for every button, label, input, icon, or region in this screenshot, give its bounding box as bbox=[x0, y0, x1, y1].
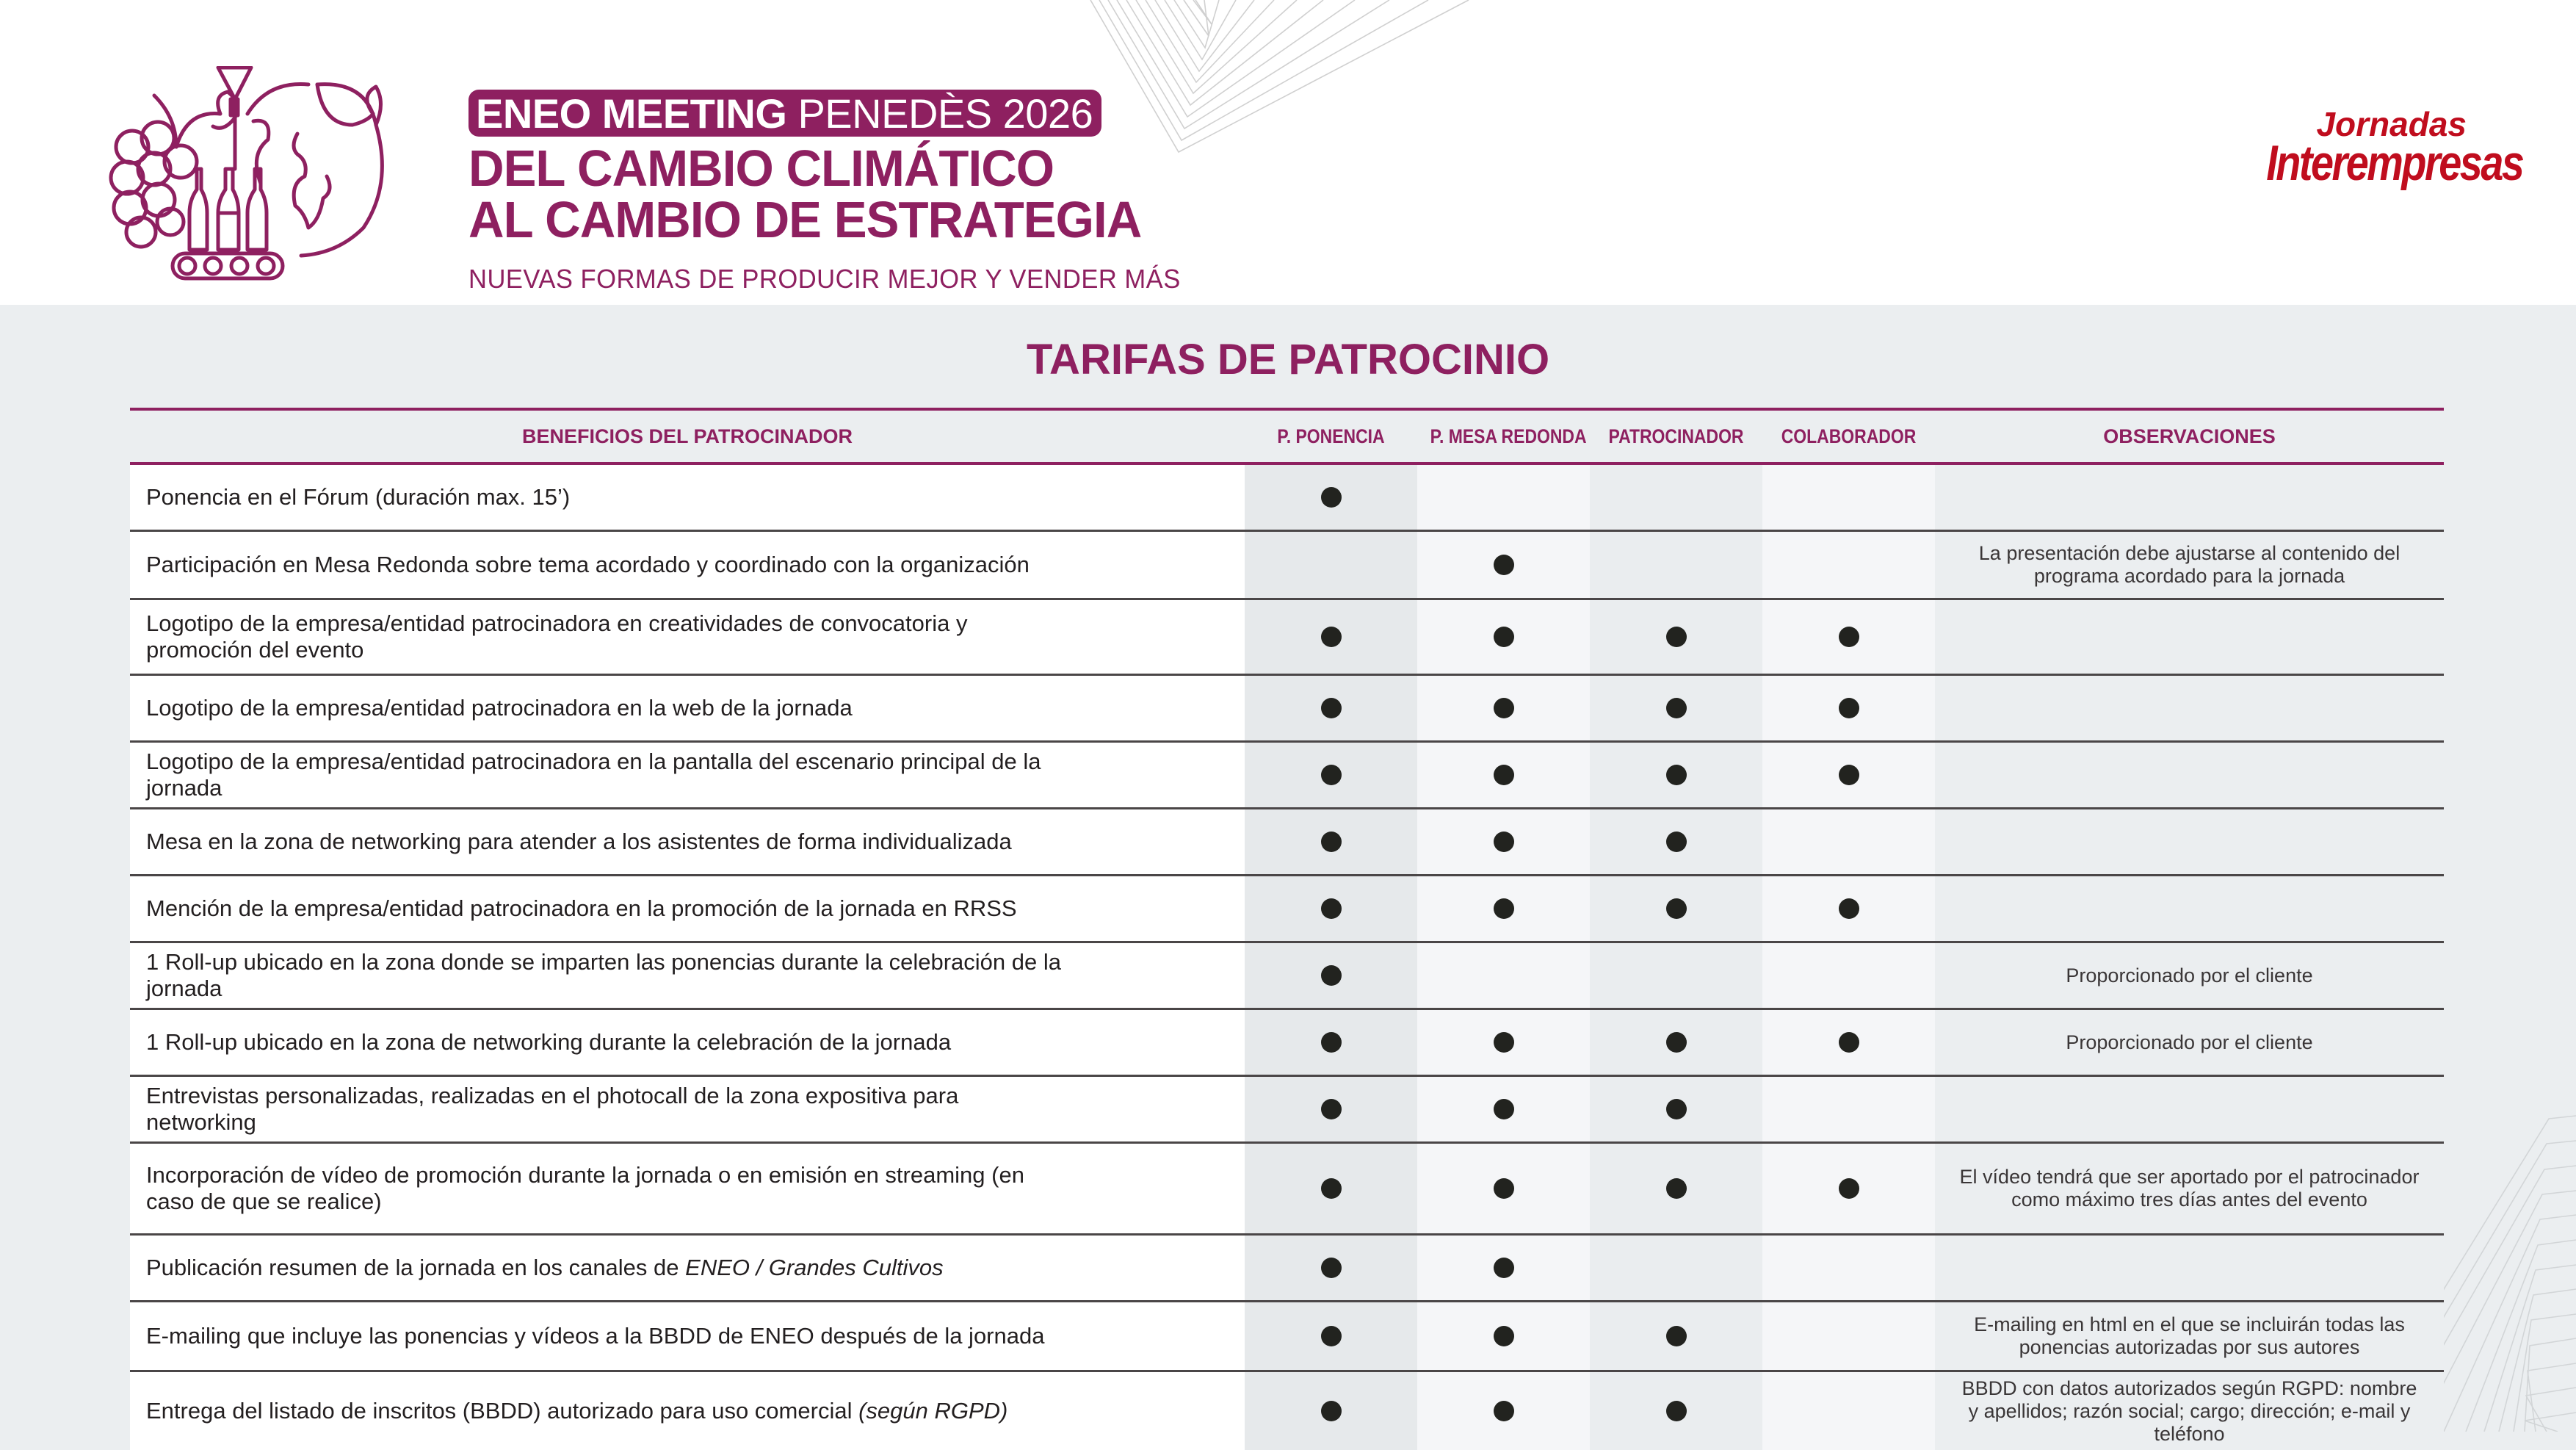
observation-text: E-mailing en html en el que se incluirán todas las ponencias autorizadas por sus autores bbox=[1974, 1313, 2405, 1358]
table-row bbox=[130, 1077, 2444, 1144]
mark-cell-colaborador bbox=[1762, 1372, 1935, 1450]
included-dot-icon bbox=[1494, 1099, 1514, 1119]
observation-text: BBDD con datos autorizados según RGPD: nombre y apellidos; razón social; cargo; dirección; e-mail y teléfono bbox=[1961, 1377, 2417, 1445]
included-dot-icon bbox=[1321, 1401, 1342, 1421]
table-row bbox=[130, 1302, 2444, 1372]
mark-cell-p-ponencia bbox=[1245, 1302, 1417, 1370]
mark-cell-patrocinador bbox=[1590, 743, 1762, 807]
observation-text: La presentación debe ajustarse al contenido del programa acordado para la jornada bbox=[1978, 542, 2400, 587]
event-name-bold: ENEO MEETING bbox=[476, 90, 787, 137]
included-dot-icon bbox=[1321, 965, 1342, 986]
included-dot-icon bbox=[1321, 627, 1342, 647]
subtitle: NUEVAS FORMAS DE PRODUCIR MEJOR Y VENDER MÁS bbox=[468, 264, 1181, 294]
benefit-text: 1 Roll-up ubicado en la zona de networking durante la celebración de la jornada bbox=[146, 1029, 952, 1055]
mark-cell-p-mesa-redonda bbox=[1417, 1302, 1590, 1370]
observation-cell bbox=[1935, 1236, 2444, 1300]
mark-cell-p-mesa-redonda bbox=[1417, 943, 1590, 1008]
benefit-text-italic: ENEO / Grandes Cultivos bbox=[685, 1255, 944, 1280]
header-band bbox=[0, 0, 2576, 305]
included-dot-icon bbox=[1321, 832, 1342, 852]
table-row bbox=[130, 532, 2444, 600]
mark-cell-patrocinador bbox=[1590, 876, 1762, 941]
table-row bbox=[130, 1372, 2444, 1450]
included-dot-icon bbox=[1321, 1099, 1342, 1119]
mark-cell-patrocinador bbox=[1590, 1077, 1762, 1141]
included-dot-icon bbox=[1666, 1099, 1687, 1119]
mark-cell-colaborador bbox=[1762, 1144, 1935, 1233]
included-dot-icon bbox=[1321, 698, 1342, 718]
mark-cell-p-ponencia bbox=[1245, 876, 1417, 941]
mark-cell-colaborador bbox=[1762, 943, 1935, 1008]
mark-cell-colaborador bbox=[1762, 743, 1935, 807]
observation-cell bbox=[1935, 1372, 2444, 1450]
mark-cell-colaborador bbox=[1762, 1077, 1935, 1141]
benefit-text: Logotipo de la empresa/entidad patrocinadora en creatividades de convocatoria y promoción del evento bbox=[146, 610, 968, 663]
headline-line-2: AL CAMBIO DE ESTRATEGIA bbox=[468, 191, 1142, 248]
table-row bbox=[130, 876, 2444, 943]
column-header-benefits: BENEFICIOS DEL PATROCINADOR bbox=[521, 425, 853, 447]
included-dot-icon bbox=[1494, 1032, 1514, 1053]
column-header-p-mesa-redonda: P. MESA REDONDA bbox=[1430, 425, 1587, 447]
mark-cell-p-ponencia bbox=[1245, 1144, 1417, 1233]
observation-cell bbox=[1935, 809, 2444, 874]
event-name-light: PENEDÈS 2026 bbox=[797, 90, 1093, 137]
benefit-cell bbox=[130, 809, 1245, 874]
included-dot-icon bbox=[1666, 765, 1687, 785]
included-dot-icon bbox=[1494, 1401, 1514, 1421]
included-dot-icon bbox=[1494, 555, 1514, 575]
included-dot-icon bbox=[1494, 1258, 1514, 1278]
included-dot-icon bbox=[1666, 1178, 1687, 1199]
benefit-text: Ponencia en el Fórum (duración max. 15’) bbox=[146, 484, 571, 510]
table-row bbox=[130, 465, 2444, 532]
table-row bbox=[130, 809, 2444, 876]
brand-logo-bottom: Interempresas bbox=[2266, 135, 2523, 191]
mark-cell-p-mesa-redonda bbox=[1417, 743, 1590, 807]
mark-cell-p-ponencia bbox=[1245, 809, 1417, 874]
observation-cell bbox=[1935, 743, 2444, 807]
mark-cell-colaborador bbox=[1762, 676, 1935, 740]
mark-cell-patrocinador bbox=[1590, 676, 1762, 740]
included-dot-icon bbox=[1839, 765, 1859, 785]
mark-cell-p-ponencia bbox=[1245, 676, 1417, 740]
event-title-block bbox=[468, 90, 1210, 294]
mark-cell-p-mesa-redonda bbox=[1417, 1236, 1590, 1300]
observation-cell bbox=[1935, 676, 2444, 740]
mark-cell-p-mesa-redonda bbox=[1417, 532, 1590, 598]
benefit-cell bbox=[130, 1372, 1245, 1450]
mark-cell-p-ponencia bbox=[1245, 532, 1417, 598]
mark-cell-colaborador bbox=[1762, 1302, 1935, 1370]
mark-cell-p-mesa-redonda bbox=[1417, 1144, 1590, 1233]
included-dot-icon bbox=[1321, 765, 1342, 785]
benefit-text: Entrevistas personalizadas, realizadas en el photocall de la zona expositiva para networking bbox=[146, 1083, 959, 1135]
mark-cell-p-mesa-redonda bbox=[1417, 1372, 1590, 1450]
mark-cell-patrocinador bbox=[1590, 465, 1762, 530]
brand-logo-top: Jornadas bbox=[2316, 105, 2467, 143]
benefit-cell bbox=[130, 676, 1245, 740]
benefit-cell bbox=[130, 1302, 1245, 1370]
observation-text: El vídeo tendrá que ser aportado por el patrocinador como máximo tres días antes del evento bbox=[1959, 1166, 2420, 1211]
included-dot-icon bbox=[1321, 898, 1342, 919]
included-dot-icon bbox=[1839, 1032, 1859, 1053]
event-logo-icon bbox=[103, 66, 426, 286]
included-dot-icon bbox=[1666, 898, 1687, 919]
observation-cell bbox=[1935, 465, 2444, 530]
page-title: TARIFAS DE PATROCINIO bbox=[1026, 336, 1550, 383]
observation-text: Proporcionado por el cliente bbox=[2066, 964, 2313, 986]
observation-cell bbox=[1935, 1302, 2444, 1370]
included-dot-icon bbox=[1666, 832, 1687, 852]
observation-cell bbox=[1935, 532, 2444, 598]
column-header-observaciones: OBSERVACIONES bbox=[2103, 425, 2276, 447]
column-header-p-ponencia: P. PONENCIA bbox=[1277, 425, 1385, 447]
mark-cell-p-ponencia bbox=[1245, 1077, 1417, 1141]
included-dot-icon bbox=[1321, 1258, 1342, 1278]
table-row bbox=[130, 600, 2444, 676]
benefit-text: 1 Roll-up ubicado en la zona donde se imparten las ponencias durante la celebración de la jornada bbox=[146, 949, 1061, 1001]
mark-cell-patrocinador bbox=[1590, 532, 1762, 598]
included-dot-icon bbox=[1839, 1178, 1859, 1199]
mark-cell-colaborador bbox=[1762, 809, 1935, 874]
benefit-text: Logotipo de la empresa/entidad patrocinadora en la web de la jornada bbox=[146, 695, 853, 721]
mark-cell-p-mesa-redonda bbox=[1417, 600, 1590, 674]
mark-cell-p-mesa-redonda bbox=[1417, 809, 1590, 874]
mark-cell-patrocinador bbox=[1590, 943, 1762, 1008]
benefit-cell bbox=[130, 1010, 1245, 1075]
column-header-patrocinador: PATROCINADOR bbox=[1608, 425, 1744, 447]
mark-cell-p-ponencia bbox=[1245, 1010, 1417, 1075]
headline-line-1: DEL CAMBIO CLIMÁTICO bbox=[468, 140, 1054, 197]
included-dot-icon bbox=[1494, 698, 1514, 718]
included-dot-icon bbox=[1666, 627, 1687, 647]
included-dot-icon bbox=[1494, 898, 1514, 919]
mark-cell-patrocinador bbox=[1590, 1010, 1762, 1075]
mark-cell-p-ponencia bbox=[1245, 743, 1417, 807]
table-row bbox=[130, 676, 2444, 743]
benefit-cell bbox=[130, 1077, 1245, 1141]
included-dot-icon bbox=[1321, 1326, 1342, 1346]
table-header bbox=[130, 408, 2444, 465]
included-dot-icon bbox=[1666, 1326, 1687, 1346]
mark-cell-colaborador bbox=[1762, 532, 1935, 598]
benefit-text: Logotipo de la empresa/entidad patrocinadora en la pantalla del escenario principal de la jornada bbox=[146, 749, 1041, 801]
table-body bbox=[130, 465, 2444, 1450]
mark-cell-p-ponencia bbox=[1245, 465, 1417, 530]
mark-cell-p-ponencia bbox=[1245, 943, 1417, 1008]
mark-cell-patrocinador bbox=[1590, 1302, 1762, 1370]
mark-cell-patrocinador bbox=[1590, 1144, 1762, 1233]
included-dot-icon bbox=[1839, 627, 1859, 647]
mark-cell-patrocinador bbox=[1590, 1236, 1762, 1300]
mark-cell-p-mesa-redonda bbox=[1417, 676, 1590, 740]
table-row bbox=[130, 1010, 2444, 1077]
benefit-text: Incorporación de vídeo de promoción durante la jornada o en emisión en streaming (en caso de que se realice) bbox=[146, 1162, 1024, 1214]
included-dot-icon bbox=[1321, 487, 1342, 508]
mark-cell-patrocinador bbox=[1590, 1372, 1762, 1450]
benefit-cell bbox=[130, 1236, 1245, 1300]
included-dot-icon bbox=[1666, 1401, 1687, 1421]
benefit-text: Mención de la empresa/entidad patrocinadora en la promoción de la jornada en RRSS bbox=[146, 895, 1017, 921]
table-row bbox=[130, 943, 2444, 1010]
included-dot-icon bbox=[1321, 1032, 1342, 1053]
benefit-text: Entrega del listado de inscritos (BBDD) autorizado para uso comercial bbox=[146, 1398, 859, 1424]
mark-cell-p-mesa-redonda bbox=[1417, 465, 1590, 530]
included-dot-icon bbox=[1494, 1326, 1514, 1346]
included-dot-icon bbox=[1494, 765, 1514, 785]
mark-cell-colaborador bbox=[1762, 876, 1935, 941]
observation-cell bbox=[1935, 876, 2444, 941]
observation-cell bbox=[1935, 1077, 2444, 1141]
included-dot-icon bbox=[1666, 698, 1687, 718]
observation-cell bbox=[1935, 1010, 2444, 1075]
benefit-cell bbox=[130, 943, 1245, 1008]
benefit-text: Participación en Mesa Redonda sobre tema acordado y coordinado con la organización bbox=[146, 552, 1030, 577]
included-dot-icon bbox=[1494, 1178, 1514, 1199]
mark-cell-colaborador bbox=[1762, 1236, 1935, 1300]
included-dot-icon bbox=[1494, 832, 1514, 852]
benefit-text: E-mailing que incluye las ponencias y vídeos a la BBDD de ENEO después de la jornada bbox=[146, 1323, 1045, 1349]
mark-cell-colaborador bbox=[1762, 1010, 1935, 1075]
included-dot-icon bbox=[1666, 1032, 1687, 1053]
benefit-cell bbox=[130, 465, 1245, 530]
table-row bbox=[130, 743, 2444, 809]
brand-logo bbox=[2221, 105, 2523, 191]
mark-cell-p-ponencia bbox=[1245, 600, 1417, 674]
benefit-cell bbox=[130, 1144, 1245, 1233]
benefit-text-italic: (según RGPD) bbox=[858, 1398, 1008, 1424]
observation-cell bbox=[1935, 1144, 2444, 1233]
benefit-text: Publicación resumen de la jornada en los canales de bbox=[146, 1255, 686, 1280]
mark-cell-colaborador bbox=[1762, 465, 1935, 530]
included-dot-icon bbox=[1839, 898, 1859, 919]
included-dot-icon bbox=[1839, 698, 1859, 718]
mark-cell-colaborador bbox=[1762, 600, 1935, 674]
sponsorship-table bbox=[130, 408, 2444, 1450]
table-row bbox=[130, 1144, 2444, 1236]
decorative-lines-top bbox=[1087, 0, 2130, 158]
mark-cell-p-mesa-redonda bbox=[1417, 876, 1590, 941]
benefit-cell bbox=[130, 876, 1245, 941]
benefit-text: Mesa en la zona de networking para atender a los asistentes de forma individualizada bbox=[146, 829, 1012, 854]
benefit-cell bbox=[130, 532, 1245, 598]
included-dot-icon bbox=[1494, 627, 1514, 647]
mark-cell-p-mesa-redonda bbox=[1417, 1010, 1590, 1075]
mark-cell-p-ponencia bbox=[1245, 1372, 1417, 1450]
column-header-colaborador: COLABORADOR bbox=[1781, 425, 1917, 447]
included-dot-icon bbox=[1321, 1178, 1342, 1199]
benefit-cell bbox=[130, 743, 1245, 807]
observation-cell bbox=[1935, 943, 2444, 1008]
mark-cell-patrocinador bbox=[1590, 600, 1762, 674]
mark-cell-patrocinador bbox=[1590, 809, 1762, 874]
mark-cell-p-ponencia bbox=[1245, 1236, 1417, 1300]
event-name-badge bbox=[468, 90, 1101, 137]
observation-text: Proporcionado por el cliente bbox=[2066, 1031, 2313, 1053]
mark-cell-p-mesa-redonda bbox=[1417, 1077, 1590, 1141]
benefit-cell bbox=[130, 600, 1245, 674]
table-row bbox=[130, 1236, 2444, 1302]
observation-cell bbox=[1935, 600, 2444, 674]
